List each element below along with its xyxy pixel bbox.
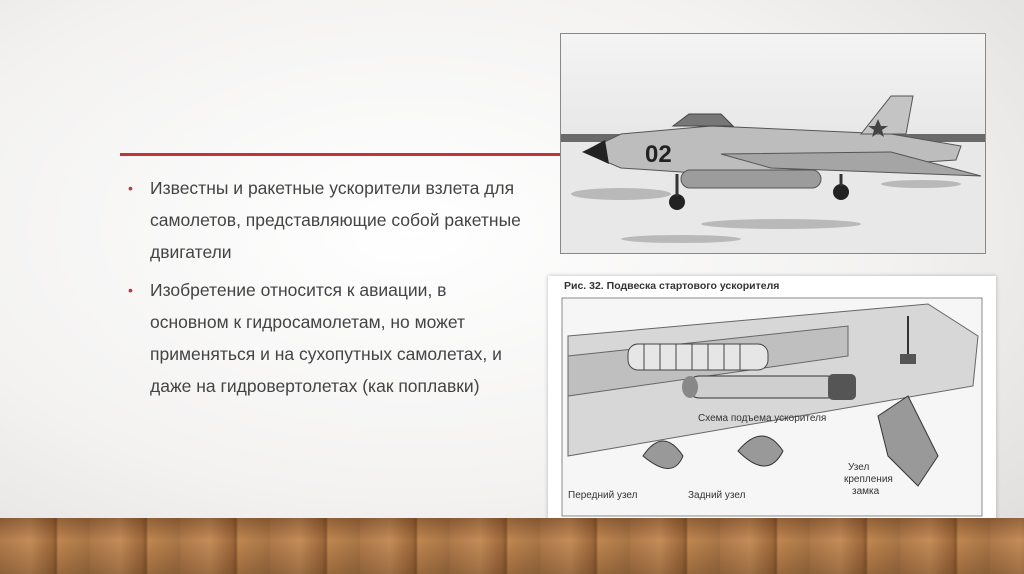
bullet-list xyxy=(128,172,528,408)
booster-diagram xyxy=(548,276,996,522)
floor-shade xyxy=(0,518,1024,574)
bullet-item xyxy=(128,274,528,402)
booster-drawing xyxy=(548,276,996,522)
accent-line xyxy=(120,153,560,156)
front-node-label: Передний узел xyxy=(568,490,638,501)
bullet-text: Изобретение относится к авиации, в основном к гидросамолетам, но может применяться и на сухопутных самолетах, и даже на гидровертолетах (как поплавки) xyxy=(150,280,502,396)
lock-label-2: крепления xyxy=(844,474,893,485)
scheme-label: Схема подъема ускорителя xyxy=(698,413,827,424)
lock-label-3: замка xyxy=(852,486,880,497)
bullet-item xyxy=(128,172,528,268)
rear-node-label: Задний узел xyxy=(688,490,746,501)
lock-label-1: Узел xyxy=(848,462,870,473)
bullet-icon: • xyxy=(128,282,133,298)
bullet-icon: • xyxy=(128,180,133,196)
tail-number: 02 xyxy=(645,141,672,168)
bullet-text: Известны и ракетные ускорители взлета для самолетов, представляющие собой ракетные двигатели xyxy=(150,178,521,262)
figure-caption: Рис. 32. Подвеска стартового ускорителя xyxy=(564,280,780,292)
aircraft-photo xyxy=(560,33,986,254)
aircraft-illustration xyxy=(561,34,985,253)
